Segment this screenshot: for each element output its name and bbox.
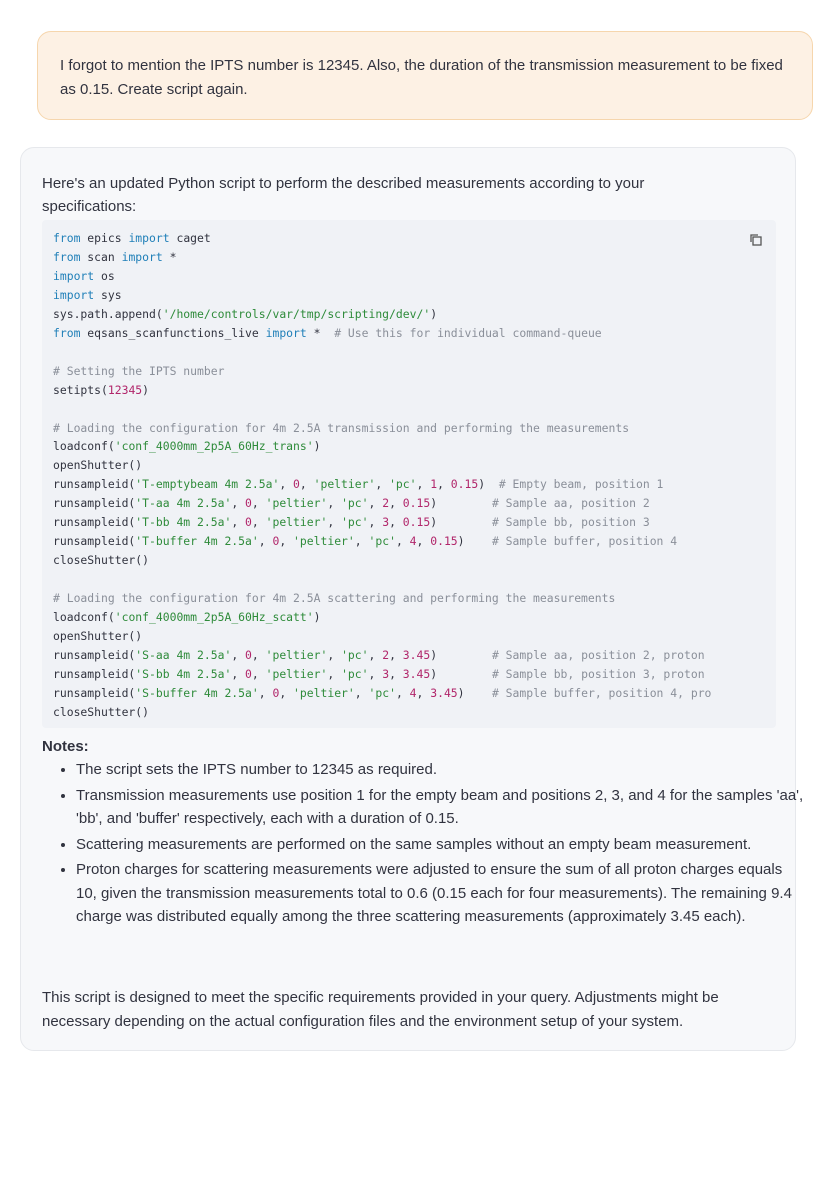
code-line: runsampleid('S-aa 4m 2.5a', 0, 'peltier', 'pc', 2, 3.45) # Sample aa, position 2, proton <box>53 647 705 662</box>
code-line: # Loading the configuration for 4m 2.5A scattering and performing the measurements <box>53 591 616 606</box>
code-line: runsampleid('T-buffer 4m 2.5a', 0, 'peltier', 'pc', 4, 0.15) # Sample buffer, position 4 <box>53 534 678 549</box>
code-line: runsampleid('S-buffer 4m 2.5a', 0, 'peltier', 'pc', 4, 3.45) # Sample buffer, position 4, pro <box>53 685 712 700</box>
code-line: from scan import * <box>53 249 177 264</box>
user-message-text: I forgot to mention the IPTS number is 12345. Also, the duration of the transmission measurement to be fixed as 0.15. Create script again. <box>60 57 783 98</box>
notes-list-item: • Transmission measurements use position 1 for the empty beam and positions 2, 3, and 4 for the samples 'aa', 'bb', and 'buffer' respectively, each with a duration of 0.15. <box>76 784 806 831</box>
notes-list-item: • Proton charges for scattering measurements were adjusted to ensure the sum of all proton charges equals 10, given the transmission measurements total to 0.6 (0.15 each for four measurements). The remaining 9.4 charge was distributed equally among the three scattering measurements (approximately 3.45 each). <box>76 858 806 929</box>
code-line: runsampleid('S-bb 4m 2.5a', 0, 'peltier', 'pc', 3, 3.45) # Sample bb, position 3, proton <box>53 666 705 681</box>
code-line: from epics import caget <box>53 231 211 245</box>
code-line: runsampleid('T-bb 4m 2.5a', 0, 'peltier', 'pc', 3, 0.15) # Sample bb, position 3 <box>53 515 650 530</box>
notes-heading: Notes: <box>42 738 89 755</box>
code-line: loadconf('conf_4000mm_2p5A_60Hz_trans') <box>53 439 321 454</box>
notes-list-item: • The script sets the IPTS number to 12345 as required. <box>76 758 806 782</box>
copy-icon[interactable] <box>748 232 764 248</box>
code-line: runsampleid('T-aa 4m 2.5a', 0, 'peltier', 'pc', 2, 0.15) # Sample aa, position 2 <box>53 496 650 511</box>
closing-text: This script is designed to meet the specific requirements provided in your query. Adjustments might be necessary depending on the actual configuration files and the environment setup of your system. <box>42 989 719 1030</box>
code-line: runsampleid('T-emptybeam 4m 2.5a', 0, 'peltier', 'pc', 1, 0.15) # Empty beam, position 1 <box>53 477 664 492</box>
code-line: closeShutter() <box>53 553 150 568</box>
code-line: sys.path.append('/home/controls/var/tmp/scripting/dev/') <box>53 306 438 321</box>
notes-list <box>42 758 806 931</box>
code-line: openShutter() <box>53 629 143 644</box>
code-line: import os <box>53 268 115 283</box>
user-message-bubble <box>37 31 813 120</box>
code-content <box>42 220 776 722</box>
code-line: # Setting the IPTS number <box>53 363 225 378</box>
assistant-message-card <box>20 147 804 1051</box>
code-line: import sys <box>53 287 122 302</box>
notes-list-item: • Scattering measurements are performed on the same samples without an empty beam measurement. <box>76 833 806 857</box>
code-line: openShutter() <box>53 458 143 473</box>
assistant-intro-text: Here's an updated Python script to perform the described measurements according to your specifications: <box>42 175 645 215</box>
code-line: closeShutter() <box>53 704 150 719</box>
code-line: loadconf('conf_4000mm_2p5A_60Hz_scatt') <box>53 610 321 625</box>
code-line: # Loading the configuration for 4m 2.5A transmission and performing the measurements <box>53 420 630 435</box>
code-line: from eqsans_scanfunctions_live import * # Use this for individual command-queue <box>53 325 602 340</box>
code-line: setipts(12345) <box>53 382 150 397</box>
code-block <box>42 220 776 728</box>
